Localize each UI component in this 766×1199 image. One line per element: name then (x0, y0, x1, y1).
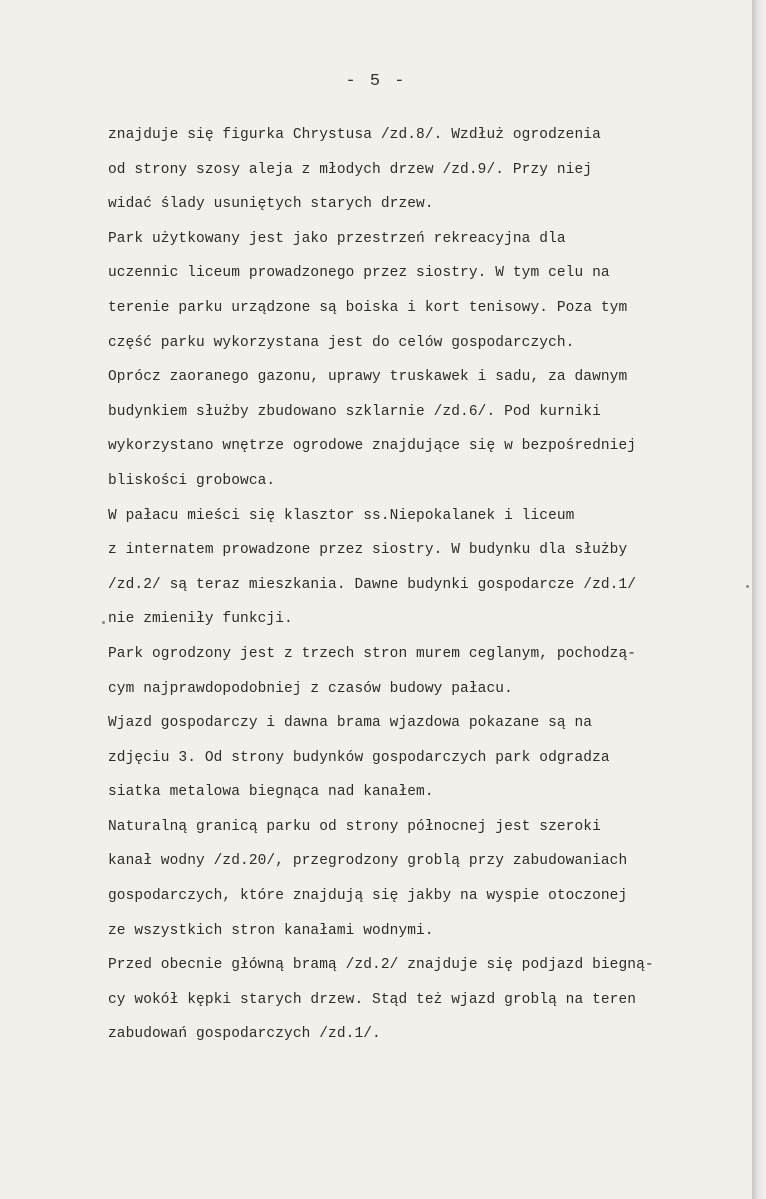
text-line: Park ogrodzony jest z trzech stron murem ceglanym, pochodzą- (108, 645, 637, 662)
text-line: W pałacu mieści się klasztor ss.Niepokalanek i liceum (108, 507, 575, 524)
page-number: - 5 - (345, 72, 407, 91)
text-line: wykorzystano wnętrze ogrodowe znajdujące się w bezpośredniej (108, 438, 637, 455)
page-edge (752, 0, 766, 1199)
text-line: kanał wodny /zd.20/, przegrodzony groblą przy zabudowaniach (108, 853, 628, 870)
text-line: cy wokół kępki starych drzew. Stąd też wjazd groblą na teren (108, 991, 637, 1008)
text-line: Wjazd gospodarczy i dawna brama wjazdowa pokazane są na (108, 715, 593, 732)
text-line: Naturalną granicą parku od strony północnej jest szeroki (108, 818, 601, 835)
text-line: bliskości grobowca. (108, 472, 276, 489)
paper-mark (746, 585, 749, 588)
paper-mark (102, 621, 105, 624)
text-line: cym najprawdopodobniej z czasów budowy pałacu. (108, 680, 513, 697)
text-line: siatka metalowa biegnąca nad kanałem. (108, 784, 434, 801)
text-line: zdjęciu 3. Od strony budynków gospodarczych park odgradza (108, 749, 610, 766)
text-line: część parku wykorzystana jest do celów gospodarczych. (108, 334, 575, 351)
text-line: terenie parku urządzone są boiska i kort tenisowy. Poza tym (108, 299, 628, 316)
text-line: nie zmieniły funkcji. (108, 611, 293, 628)
text-line: gospodarczych, które znajdują się jakby na wyspie otoczonej (108, 888, 628, 905)
text-line: uczennic liceum prowadzonego przez siostry. W tym celu na (108, 265, 610, 282)
text-line: zabudowań gospodarczych /zd.1/. (108, 1026, 381, 1043)
text-line: od strony szosy aleja z młodych drzew /zd.9/. Przy niej (108, 161, 593, 178)
text-line: Przed obecnie główną bramą /zd.2/ znajduje się podjazd biegną- (108, 957, 654, 974)
text-line: widać ślady usuniętych starych drzew. (108, 196, 434, 213)
body-text (108, 118, 748, 1052)
text-line: Park użytkowany jest jako przestrzeń rekreacyjna dla (108, 230, 566, 247)
text-line: z internatem prowadzone przez siostry. W budynku dla służby (108, 542, 628, 559)
text-line: znajduje się figurka Chrystusa /zd.8/. Wzdłuż ogrodzenia (108, 127, 601, 143)
text-line: ze wszystkich stron kanałami wodnymi. (108, 922, 434, 939)
text-line: /zd.2/ są teraz mieszkania. Dawne budynki gospodarcze /zd.1/ (108, 576, 637, 593)
text-line: Oprócz zaoranego gazonu, uprawy truskawek i sadu, za dawnym (108, 369, 628, 386)
text-line: budynkiem służby zbudowano szklarnie /zd.6/. Pod kurniki (108, 403, 601, 420)
